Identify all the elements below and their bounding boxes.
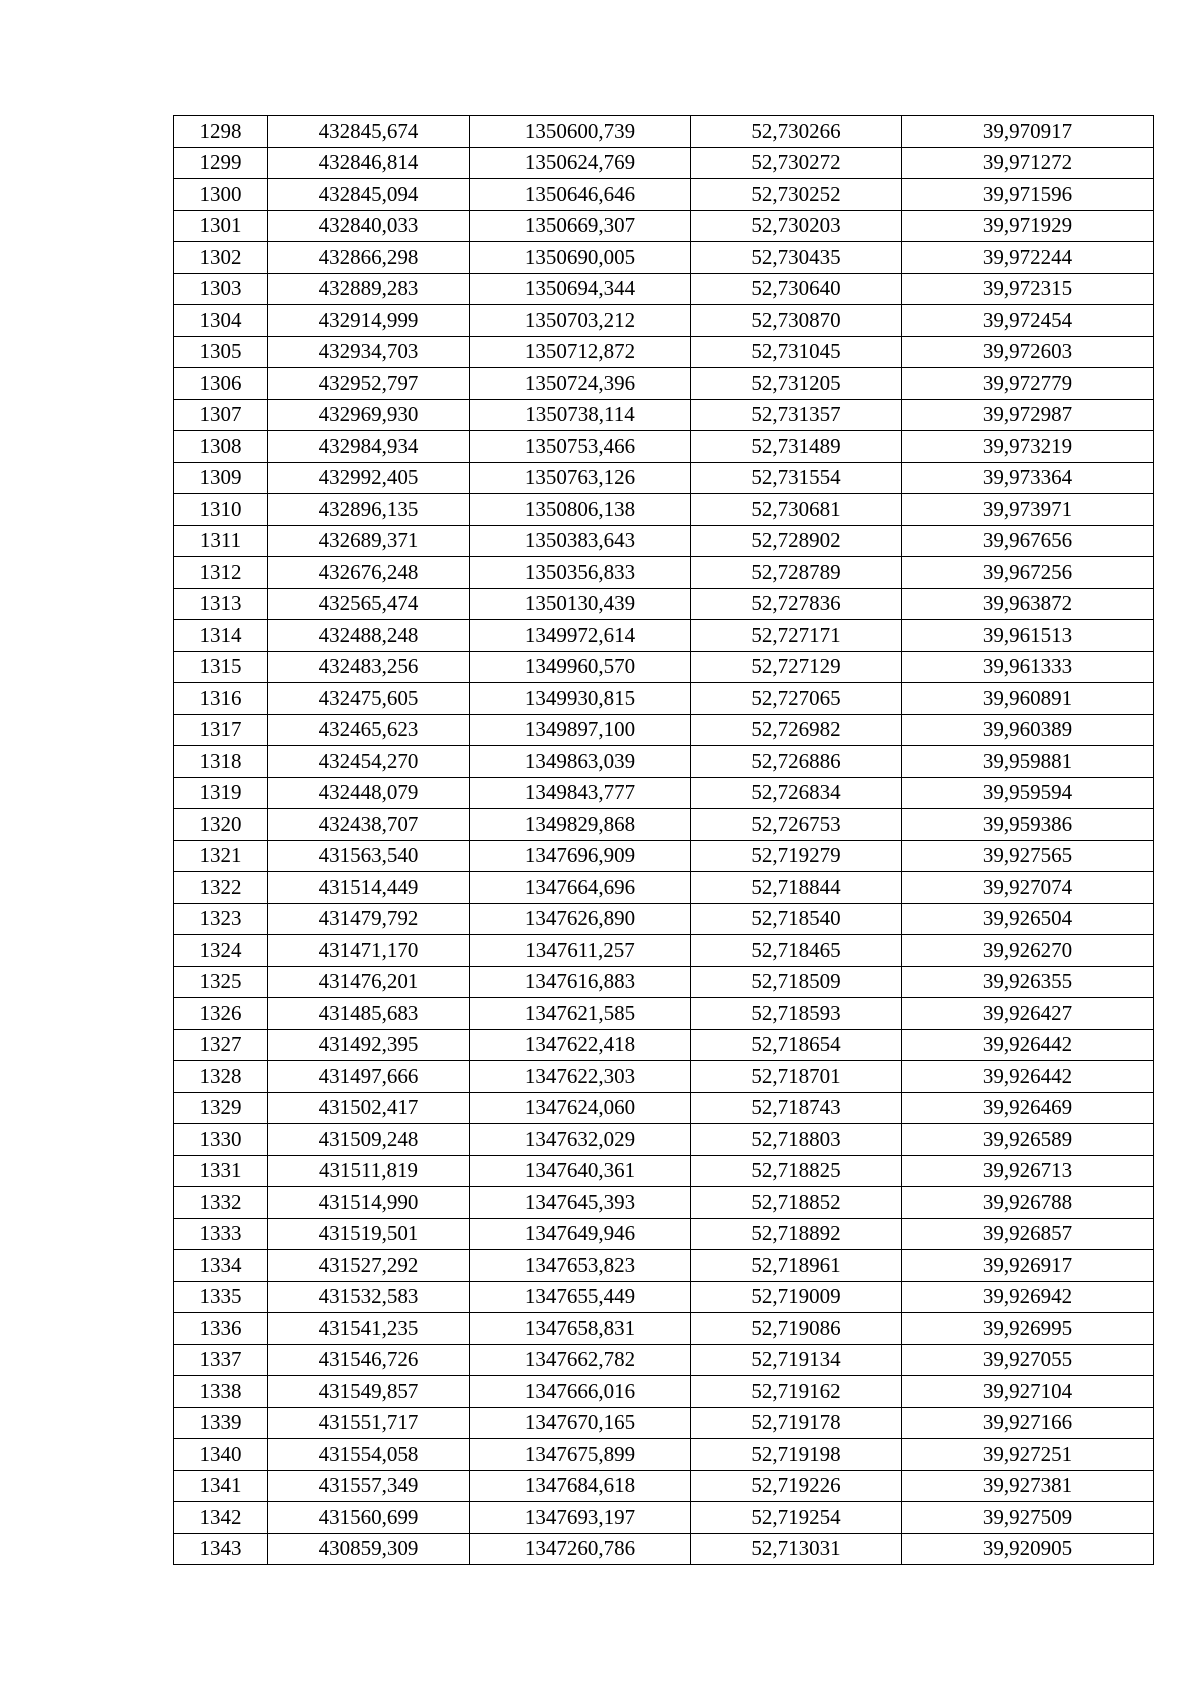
table-row	[174, 1218, 1154, 1250]
y-coordinate-cell: 1350753,466	[470, 431, 691, 463]
point-number-cell: 1301	[174, 210, 268, 242]
y-coordinate-cell: 1347260,786	[470, 1533, 691, 1565]
latitude-cell: 52,719226	[691, 1470, 902, 1502]
x-coordinate-cell: 432689,371	[268, 525, 470, 557]
table-row	[174, 1344, 1154, 1376]
y-coordinate-cell: 1350703,212	[470, 305, 691, 337]
x-coordinate-cell: 432845,094	[268, 179, 470, 211]
latitude-cell: 52,730640	[691, 273, 902, 305]
y-coordinate-cell: 1350646,646	[470, 179, 691, 211]
longitude-cell: 39,926504	[902, 903, 1154, 935]
point-number-cell: 1311	[174, 525, 268, 557]
longitude-cell: 39,926942	[902, 1281, 1154, 1313]
latitude-cell: 52,727836	[691, 588, 902, 620]
x-coordinate-cell: 431557,349	[268, 1470, 470, 1502]
latitude-cell: 52,713031	[691, 1533, 902, 1565]
latitude-cell: 52,719254	[691, 1502, 902, 1534]
point-number-cell: 1322	[174, 872, 268, 904]
point-number-cell: 1340	[174, 1439, 268, 1471]
point-number-cell: 1327	[174, 1029, 268, 1061]
point-number-cell: 1342	[174, 1502, 268, 1534]
point-number-cell: 1298	[174, 116, 268, 148]
longitude-cell: 39,961333	[902, 651, 1154, 683]
y-coordinate-cell: 1350600,739	[470, 116, 691, 148]
table-row	[174, 399, 1154, 431]
latitude-cell: 52,730435	[691, 242, 902, 274]
longitude-cell: 39,926917	[902, 1250, 1154, 1282]
y-coordinate-cell: 1349829,868	[470, 809, 691, 841]
y-coordinate-cell: 1349897,100	[470, 714, 691, 746]
longitude-cell: 39,927055	[902, 1344, 1154, 1376]
longitude-cell: 39,927104	[902, 1376, 1154, 1408]
latitude-cell: 52,718852	[691, 1187, 902, 1219]
point-number-cell: 1306	[174, 368, 268, 400]
longitude-cell: 39,959881	[902, 746, 1154, 778]
point-number-cell: 1316	[174, 683, 268, 715]
longitude-cell: 39,927565	[902, 840, 1154, 872]
x-coordinate-cell: 432934,703	[268, 336, 470, 368]
y-coordinate-cell: 1347621,585	[470, 998, 691, 1030]
x-coordinate-cell: 431527,292	[268, 1250, 470, 1282]
longitude-cell: 39,926355	[902, 966, 1154, 998]
y-coordinate-cell: 1347624,060	[470, 1092, 691, 1124]
table-row	[174, 1313, 1154, 1345]
longitude-cell: 39,971272	[902, 147, 1154, 179]
point-number-cell: 1320	[174, 809, 268, 841]
latitude-cell: 52,718654	[691, 1029, 902, 1061]
x-coordinate-cell: 431532,583	[268, 1281, 470, 1313]
longitude-cell: 39,926442	[902, 1029, 1154, 1061]
table-row	[174, 651, 1154, 683]
latitude-cell: 52,718540	[691, 903, 902, 935]
y-coordinate-cell: 1350690,005	[470, 242, 691, 274]
point-number-cell: 1337	[174, 1344, 268, 1376]
longitude-cell: 39,927166	[902, 1407, 1154, 1439]
longitude-cell: 39,972244	[902, 242, 1154, 274]
y-coordinate-cell: 1349863,039	[470, 746, 691, 778]
latitude-cell: 52,719178	[691, 1407, 902, 1439]
longitude-cell: 39,926713	[902, 1155, 1154, 1187]
point-number-cell: 1318	[174, 746, 268, 778]
point-number-cell: 1300	[174, 179, 268, 211]
table-row	[174, 1439, 1154, 1471]
latitude-cell: 52,719198	[691, 1439, 902, 1471]
point-number-cell: 1309	[174, 462, 268, 494]
latitude-cell: 52,731045	[691, 336, 902, 368]
x-coordinate-cell: 431541,235	[268, 1313, 470, 1345]
latitude-cell: 52,728789	[691, 557, 902, 589]
x-coordinate-cell: 432889,283	[268, 273, 470, 305]
table-row	[174, 777, 1154, 809]
table-row	[174, 966, 1154, 998]
longitude-cell: 39,927509	[902, 1502, 1154, 1534]
table-row	[174, 210, 1154, 242]
point-number-cell: 1305	[174, 336, 268, 368]
latitude-cell: 52,718465	[691, 935, 902, 967]
longitude-cell: 39,963872	[902, 588, 1154, 620]
y-coordinate-cell: 1347670,165	[470, 1407, 691, 1439]
x-coordinate-cell: 431551,717	[268, 1407, 470, 1439]
y-coordinate-cell: 1349843,777	[470, 777, 691, 809]
table-row	[174, 1502, 1154, 1534]
y-coordinate-cell: 1347696,909	[470, 840, 691, 872]
longitude-cell: 39,927381	[902, 1470, 1154, 1502]
y-coordinate-cell: 1347658,831	[470, 1313, 691, 1345]
table-row	[174, 809, 1154, 841]
point-number-cell: 1328	[174, 1061, 268, 1093]
table-row	[174, 368, 1154, 400]
latitude-cell: 52,718743	[691, 1092, 902, 1124]
point-number-cell: 1332	[174, 1187, 268, 1219]
latitude-cell: 52,730272	[691, 147, 902, 179]
table-row	[174, 1029, 1154, 1061]
latitude-cell: 52,726982	[691, 714, 902, 746]
latitude-cell: 52,718844	[691, 872, 902, 904]
x-coordinate-cell: 432465,623	[268, 714, 470, 746]
latitude-cell: 52,726886	[691, 746, 902, 778]
y-coordinate-cell: 1349972,614	[470, 620, 691, 652]
latitude-cell: 52,718961	[691, 1250, 902, 1282]
point-number-cell: 1336	[174, 1313, 268, 1345]
table-row	[174, 588, 1154, 620]
longitude-cell: 39,927251	[902, 1439, 1154, 1471]
table-row	[174, 336, 1154, 368]
point-number-cell: 1307	[174, 399, 268, 431]
y-coordinate-cell: 1350806,138	[470, 494, 691, 526]
x-coordinate-cell: 431514,990	[268, 1187, 470, 1219]
point-number-cell: 1343	[174, 1533, 268, 1565]
longitude-cell: 39,926270	[902, 935, 1154, 967]
latitude-cell: 52,731489	[691, 431, 902, 463]
table-row	[174, 494, 1154, 526]
point-number-cell: 1313	[174, 588, 268, 620]
x-coordinate-cell: 432866,298	[268, 242, 470, 274]
table-row	[174, 1124, 1154, 1156]
y-coordinate-cell: 1350763,126	[470, 462, 691, 494]
y-coordinate-cell: 1349960,570	[470, 651, 691, 683]
table-row	[174, 147, 1154, 179]
latitude-cell: 52,718803	[691, 1124, 902, 1156]
latitude-cell: 52,727065	[691, 683, 902, 715]
x-coordinate-cell: 432846,814	[268, 147, 470, 179]
longitude-cell: 39,959386	[902, 809, 1154, 841]
x-coordinate-cell: 432483,256	[268, 651, 470, 683]
longitude-cell: 39,927074	[902, 872, 1154, 904]
table-row	[174, 1250, 1154, 1282]
table-row	[174, 935, 1154, 967]
x-coordinate-cell: 432840,033	[268, 210, 470, 242]
table-row	[174, 462, 1154, 494]
point-number-cell: 1304	[174, 305, 268, 337]
latitude-cell: 52,731554	[691, 462, 902, 494]
y-coordinate-cell: 1347655,449	[470, 1281, 691, 1313]
x-coordinate-cell: 431492,395	[268, 1029, 470, 1061]
table-row	[174, 620, 1154, 652]
latitude-cell: 52,728902	[691, 525, 902, 557]
y-coordinate-cell: 1350724,396	[470, 368, 691, 400]
y-coordinate-cell: 1350130,439	[470, 588, 691, 620]
table-row	[174, 305, 1154, 337]
latitude-cell: 52,719009	[691, 1281, 902, 1313]
table-row	[174, 116, 1154, 148]
longitude-cell: 39,973219	[902, 431, 1154, 463]
longitude-cell: 39,926788	[902, 1187, 1154, 1219]
x-coordinate-cell: 431485,683	[268, 998, 470, 1030]
point-number-cell: 1334	[174, 1250, 268, 1282]
point-number-cell: 1324	[174, 935, 268, 967]
x-coordinate-cell: 432969,930	[268, 399, 470, 431]
x-coordinate-cell: 432565,474	[268, 588, 470, 620]
y-coordinate-cell: 1347622,303	[470, 1061, 691, 1093]
latitude-cell: 52,730266	[691, 116, 902, 148]
x-coordinate-cell: 432845,674	[268, 116, 470, 148]
y-coordinate-cell: 1347675,899	[470, 1439, 691, 1471]
latitude-cell: 52,731357	[691, 399, 902, 431]
x-coordinate-cell: 431476,201	[268, 966, 470, 998]
table-row	[174, 872, 1154, 904]
table-row	[174, 1281, 1154, 1313]
latitude-cell: 52,718892	[691, 1218, 902, 1250]
y-coordinate-cell: 1350669,307	[470, 210, 691, 242]
x-coordinate-cell: 432984,934	[268, 431, 470, 463]
latitude-cell: 52,731205	[691, 368, 902, 400]
latitude-cell: 52,730252	[691, 179, 902, 211]
longitude-cell: 39,960891	[902, 683, 1154, 715]
table-row	[174, 525, 1154, 557]
x-coordinate-cell: 431546,726	[268, 1344, 470, 1376]
longitude-cell: 39,972454	[902, 305, 1154, 337]
y-coordinate-cell: 1350712,872	[470, 336, 691, 368]
longitude-cell: 39,973971	[902, 494, 1154, 526]
y-coordinate-cell: 1347616,883	[470, 966, 691, 998]
latitude-cell: 52,719134	[691, 1344, 902, 1376]
table-row	[174, 998, 1154, 1030]
longitude-cell: 39,972779	[902, 368, 1154, 400]
point-number-cell: 1323	[174, 903, 268, 935]
longitude-cell: 39,959594	[902, 777, 1154, 809]
point-number-cell: 1325	[174, 966, 268, 998]
x-coordinate-cell: 432475,605	[268, 683, 470, 715]
point-number-cell: 1303	[174, 273, 268, 305]
longitude-cell: 39,926857	[902, 1218, 1154, 1250]
longitude-cell: 39,967256	[902, 557, 1154, 589]
latitude-cell: 52,726834	[691, 777, 902, 809]
point-number-cell: 1338	[174, 1376, 268, 1408]
x-coordinate-cell: 431514,449	[268, 872, 470, 904]
point-number-cell: 1314	[174, 620, 268, 652]
table-row	[174, 1155, 1154, 1187]
point-number-cell: 1330	[174, 1124, 268, 1156]
y-coordinate-cell: 1350383,643	[470, 525, 691, 557]
y-coordinate-cell: 1350694,344	[470, 273, 691, 305]
y-coordinate-cell: 1347684,618	[470, 1470, 691, 1502]
y-coordinate-cell: 1347664,696	[470, 872, 691, 904]
point-number-cell: 1308	[174, 431, 268, 463]
longitude-cell: 39,972987	[902, 399, 1154, 431]
table-row	[174, 1407, 1154, 1439]
longitude-cell: 39,970917	[902, 116, 1154, 148]
x-coordinate-cell: 431502,417	[268, 1092, 470, 1124]
longitude-cell: 39,926589	[902, 1124, 1154, 1156]
table-row	[174, 242, 1154, 274]
latitude-cell: 52,719279	[691, 840, 902, 872]
point-number-cell: 1321	[174, 840, 268, 872]
point-number-cell: 1317	[174, 714, 268, 746]
point-number-cell: 1331	[174, 1155, 268, 1187]
y-coordinate-cell: 1347640,361	[470, 1155, 691, 1187]
latitude-cell: 52,718593	[691, 998, 902, 1030]
x-coordinate-cell: 432914,999	[268, 305, 470, 337]
latitude-cell: 52,719162	[691, 1376, 902, 1408]
y-coordinate-cell: 1347693,197	[470, 1502, 691, 1534]
latitude-cell: 52,718509	[691, 966, 902, 998]
x-coordinate-cell: 432438,707	[268, 809, 470, 841]
table-row	[174, 683, 1154, 715]
x-coordinate-cell: 431497,666	[268, 1061, 470, 1093]
x-coordinate-cell: 430859,309	[268, 1533, 470, 1565]
longitude-cell: 39,926995	[902, 1313, 1154, 1345]
latitude-cell: 52,718701	[691, 1061, 902, 1093]
longitude-cell: 39,926442	[902, 1061, 1154, 1093]
point-number-cell: 1310	[174, 494, 268, 526]
table-row	[174, 903, 1154, 935]
latitude-cell: 52,727171	[691, 620, 902, 652]
longitude-cell: 39,920905	[902, 1533, 1154, 1565]
point-number-cell: 1302	[174, 242, 268, 274]
point-number-cell: 1312	[174, 557, 268, 589]
table-row	[174, 1092, 1154, 1124]
longitude-cell: 39,972603	[902, 336, 1154, 368]
x-coordinate-cell: 432676,248	[268, 557, 470, 589]
latitude-cell: 52,730681	[691, 494, 902, 526]
y-coordinate-cell: 1347653,823	[470, 1250, 691, 1282]
longitude-cell: 39,926469	[902, 1092, 1154, 1124]
table-row	[174, 1187, 1154, 1219]
x-coordinate-cell: 431471,170	[268, 935, 470, 967]
y-coordinate-cell: 1347649,946	[470, 1218, 691, 1250]
x-coordinate-cell: 431511,819	[268, 1155, 470, 1187]
table-row	[174, 1376, 1154, 1408]
y-coordinate-cell: 1349930,815	[470, 683, 691, 715]
x-coordinate-cell: 432488,248	[268, 620, 470, 652]
x-coordinate-cell: 431479,792	[268, 903, 470, 935]
x-coordinate-cell: 431509,248	[268, 1124, 470, 1156]
latitude-cell: 52,730870	[691, 305, 902, 337]
table-row	[174, 746, 1154, 778]
coordinates-table-body	[174, 116, 1154, 1565]
x-coordinate-cell: 431549,857	[268, 1376, 470, 1408]
latitude-cell: 52,727129	[691, 651, 902, 683]
y-coordinate-cell: 1347645,393	[470, 1187, 691, 1219]
point-number-cell: 1326	[174, 998, 268, 1030]
longitude-cell: 39,967656	[902, 525, 1154, 557]
longitude-cell: 39,960389	[902, 714, 1154, 746]
table-row	[174, 1061, 1154, 1093]
table-row	[174, 840, 1154, 872]
table-row	[174, 714, 1154, 746]
longitude-cell: 39,973364	[902, 462, 1154, 494]
x-coordinate-cell: 431554,058	[268, 1439, 470, 1471]
y-coordinate-cell: 1347626,890	[470, 903, 691, 935]
x-coordinate-cell: 431563,540	[268, 840, 470, 872]
point-number-cell: 1333	[174, 1218, 268, 1250]
y-coordinate-cell: 1350624,769	[470, 147, 691, 179]
point-number-cell: 1319	[174, 777, 268, 809]
y-coordinate-cell: 1347666,016	[470, 1376, 691, 1408]
coordinates-table	[173, 115, 1154, 1565]
longitude-cell: 39,972315	[902, 273, 1154, 305]
point-number-cell: 1341	[174, 1470, 268, 1502]
latitude-cell: 52,718825	[691, 1155, 902, 1187]
y-coordinate-cell: 1350738,114	[470, 399, 691, 431]
latitude-cell: 52,730203	[691, 210, 902, 242]
longitude-cell: 39,971596	[902, 179, 1154, 211]
x-coordinate-cell: 431560,699	[268, 1502, 470, 1534]
table-row	[174, 179, 1154, 211]
longitude-cell: 39,961513	[902, 620, 1154, 652]
table-row	[174, 557, 1154, 589]
x-coordinate-cell: 432448,079	[268, 777, 470, 809]
latitude-cell: 52,719086	[691, 1313, 902, 1345]
longitude-cell: 39,971929	[902, 210, 1154, 242]
latitude-cell: 52,726753	[691, 809, 902, 841]
point-number-cell: 1315	[174, 651, 268, 683]
table-row	[174, 431, 1154, 463]
x-coordinate-cell: 432454,270	[268, 746, 470, 778]
x-coordinate-cell: 432896,135	[268, 494, 470, 526]
table-row	[174, 1533, 1154, 1565]
y-coordinate-cell: 1347622,418	[470, 1029, 691, 1061]
point-number-cell: 1299	[174, 147, 268, 179]
point-number-cell: 1329	[174, 1092, 268, 1124]
y-coordinate-cell: 1347632,029	[470, 1124, 691, 1156]
x-coordinate-cell: 432952,797	[268, 368, 470, 400]
x-coordinate-cell: 431519,501	[268, 1218, 470, 1250]
x-coordinate-cell: 432992,405	[268, 462, 470, 494]
table-row	[174, 273, 1154, 305]
table-row	[174, 1470, 1154, 1502]
longitude-cell: 39,926427	[902, 998, 1154, 1030]
y-coordinate-cell: 1347611,257	[470, 935, 691, 967]
y-coordinate-cell: 1350356,833	[470, 557, 691, 589]
point-number-cell: 1339	[174, 1407, 268, 1439]
y-coordinate-cell: 1347662,782	[470, 1344, 691, 1376]
point-number-cell: 1335	[174, 1281, 268, 1313]
